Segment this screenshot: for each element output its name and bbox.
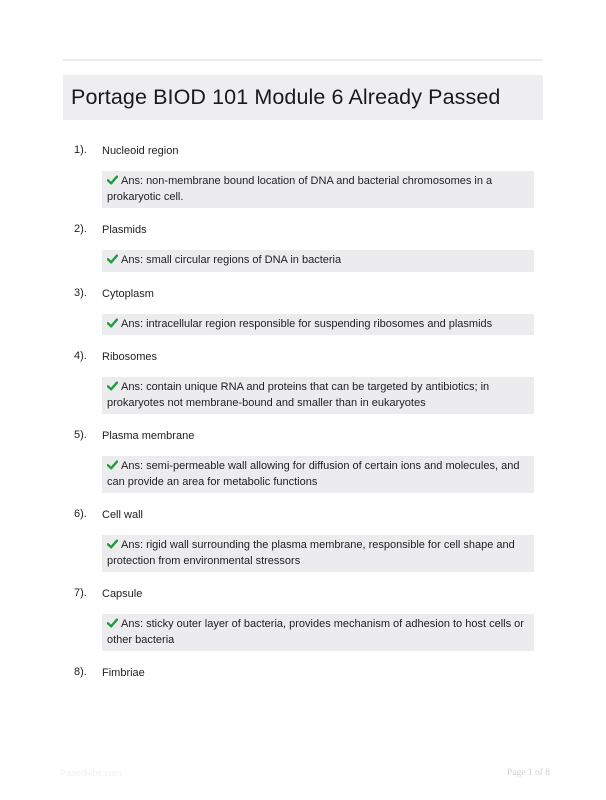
question-number: 5). [74,429,87,441]
question-text: Capsule [102,588,143,600]
top-divider [63,59,543,61]
check-icon [107,460,118,470]
qa-list [63,143,543,696]
question-text: Plasma membrane [102,430,195,442]
answer-text: Ans: rigid wall surrounding the plasma membrane, responsible for cell shape and protection from environmental stressors [107,539,515,567]
page-number: Page 1 of 8 [506,768,550,778]
answer-text: Ans: contain unique RNA and proteins that can be targeted by antibiotics; in prokaryotes not membrane-bound and smaller than in eukaryotes [107,381,490,409]
answer-text: Ans: semi-permeable wall allowing for diffusion of certain ions and molecules, and can provide an area for metabolic functions [107,460,520,488]
qa-item [63,665,543,682]
answer-text: Ans: non-membrane bound location of DNA and bacterial chromosomes in a prokaryotic cell. [107,175,493,203]
qa-item [63,349,543,414]
qa-item [63,143,543,208]
check-icon [107,318,118,328]
question-text: Plasmids [102,224,147,236]
question-text: Ribosomes [102,351,158,363]
question-row [63,349,543,366]
check-icon [107,254,118,264]
answer-box [102,250,534,272]
question-text: Nucleoid region [102,145,179,157]
question-number: 6). [74,508,87,520]
question-text: Cytoplasm [102,287,154,300]
answer-box [102,171,534,208]
answer-box [102,456,534,493]
check-icon [107,175,118,185]
question-number: 4). [74,350,87,362]
question-number: 8). [74,666,87,678]
qa-item [63,428,543,493]
answer-text: Ans: intracellular region responsible for suspending ribosomes and plasmids [121,317,493,330]
answer-text: Ans: small circular regions of DNA in bacteria [121,254,342,266]
answer-box [102,377,534,414]
question-number: 1). [74,144,87,156]
check-icon [107,381,118,391]
qa-item [63,286,543,336]
question-row [63,586,543,603]
answer-text: Ans: sticky outer layer of bacteria, provides mechanism of adhesion to host cells or other bacteria [107,618,524,646]
answer-box [102,535,534,572]
question-row [63,286,543,303]
answer-box [102,314,534,336]
footer-watermark: PaperNibs.com [60,768,122,778]
question-row [63,428,543,445]
question-number: 3). [74,286,87,299]
question-number: 2). [74,223,87,235]
question-number: 7). [74,587,87,599]
question-row [63,507,543,524]
qa-item [63,586,543,651]
question-text: Fimbriae [102,667,145,679]
check-icon [107,618,118,628]
question-row [63,143,543,160]
check-icon [107,539,118,549]
qa-item [63,507,543,572]
question-row [63,222,543,239]
page-title: Portage BIOD 101 Module 6 Already Passed [71,85,501,109]
title-bar [63,75,543,120]
qa-item [63,222,543,272]
question-text: Cell wall [102,509,143,521]
answer-box [102,614,534,651]
question-row [63,665,543,682]
